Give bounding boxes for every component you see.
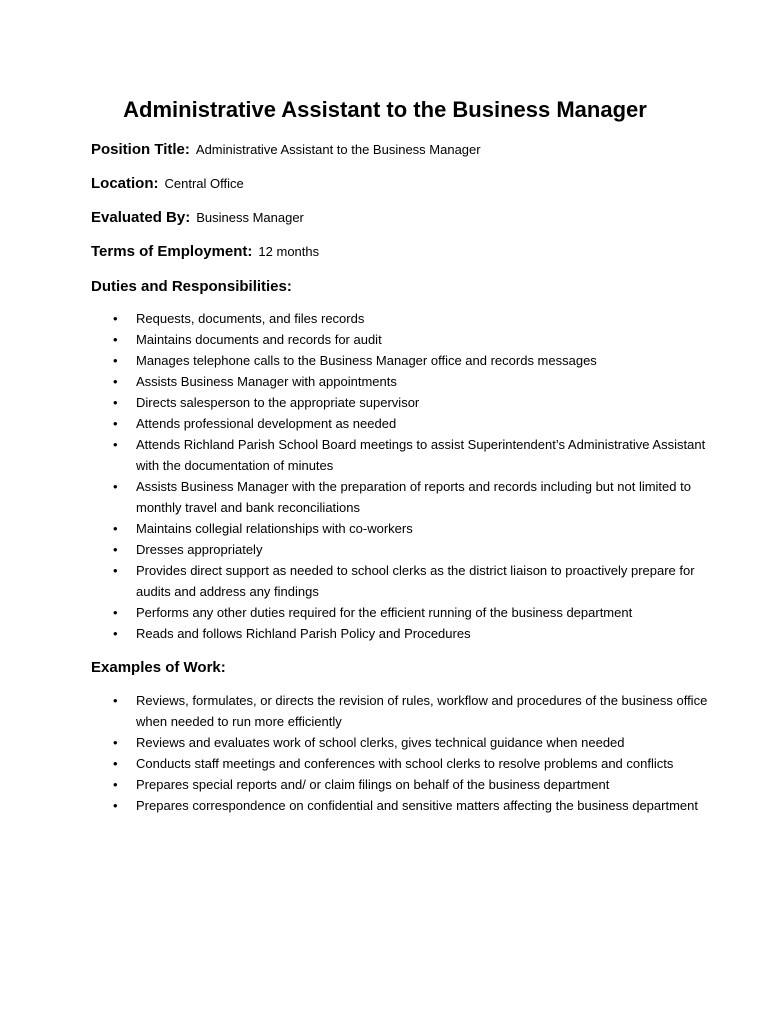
list-item <box>91 371 711 392</box>
list-item-text: Assists Business Manager with appointments <box>136 374 397 389</box>
list-item <box>91 753 711 774</box>
bullet-icon: • <box>113 756 118 771</box>
bullet-icon: • <box>113 332 118 347</box>
list-item <box>91 518 711 539</box>
list-item <box>91 392 711 413</box>
list-item <box>91 795 711 816</box>
list-item <box>91 329 711 350</box>
list-item-text: Conducts staff meetings and conferences with school clerks to resolve problems and conflicts <box>136 756 674 771</box>
bullet-icon: • <box>113 542 118 557</box>
list-item <box>91 690 711 732</box>
list-item-text: Attends professional development as needed <box>136 416 397 431</box>
examples-list <box>91 690 711 816</box>
bullet-icon: • <box>113 479 118 494</box>
list-item <box>91 774 711 795</box>
list-item-text: Reads and follows Richland Parish Policy and Procedures <box>136 626 471 641</box>
bullet-icon: • <box>113 798 118 813</box>
list-item-text: Prepares special reports and/ or claim filings on behalf of the business department <box>136 777 610 792</box>
list-item-text: Maintains documents and records for audit <box>136 332 382 347</box>
bullet-icon: • <box>113 311 118 326</box>
bullet-icon: • <box>113 374 118 389</box>
list-item-text: Maintains collegial relationships with co-workers <box>136 521 413 536</box>
bullet-icon: • <box>113 437 118 452</box>
list-item-text: Assists Business Manager with the preparation of reports and records including but not limited to monthly travel and bank reconciliations <box>136 479 691 515</box>
field-value: Central Office <box>164 176 244 191</box>
list-item <box>91 602 711 623</box>
bullet-icon: • <box>113 626 118 641</box>
list-item <box>91 623 711 644</box>
list-item <box>91 350 711 371</box>
bullet-icon: • <box>113 353 118 368</box>
field-label: Evaluated By: <box>91 209 191 226</box>
bullet-icon: • <box>113 605 118 620</box>
field-label: Location: <box>91 175 159 192</box>
list-item-text: Directs salesperson to the appropriate supervisor <box>136 395 420 410</box>
list-item-text: Prepares correspondence on confidential and sensitive matters affecting the business department <box>136 798 698 813</box>
field-value: Administrative Assistant to the Business Manager <box>195 142 481 157</box>
bullet-icon: • <box>113 563 118 578</box>
field-label: Terms of Employment: <box>91 243 253 260</box>
list-item-text: Performs any other duties required for the efficient running of the business department <box>136 605 633 620</box>
bullet-icon: • <box>113 521 118 536</box>
document-title: Administrative Assistant to the Business Manager <box>123 97 647 122</box>
bullet-icon: • <box>113 777 118 792</box>
list-item-text: Attends Richland Parish School Board meetings to assist Superintendent’s Administrative Assistant with the documentation of minutes <box>136 437 706 473</box>
list-item-text: Requests, documents, and files records <box>136 311 365 326</box>
list-item-text: Dresses appropriately <box>136 542 263 557</box>
field-value: 12 months <box>258 244 320 259</box>
list-item-text: Manages telephone calls to the Business Manager office and records messages <box>136 353 597 368</box>
list-item-text: Reviews and evaluates work of school clerks, gives technical guidance when needed <box>136 735 625 750</box>
list-item <box>91 434 711 476</box>
bullet-icon: • <box>113 395 118 410</box>
list-item <box>91 732 711 753</box>
list-item <box>91 413 711 434</box>
examples-heading: Examples of Work: <box>91 659 226 676</box>
terms-of-employment-field <box>91 242 319 262</box>
list-item <box>91 539 711 560</box>
location-field <box>91 174 244 194</box>
evaluated-by-field <box>91 208 304 228</box>
bullet-icon: • <box>113 693 118 708</box>
list-item <box>91 308 711 329</box>
bullet-icon: • <box>113 735 118 750</box>
field-label: Position Title: <box>91 141 190 158</box>
position-title-field <box>91 140 481 160</box>
field-value: Business Manager <box>196 210 304 225</box>
list-item <box>91 476 711 518</box>
duties-heading: Duties and Responsibilities: <box>91 278 292 295</box>
list-item-text: Provides direct support as needed to school clerks as the district liaison to proactively prepare for audits and address any findings <box>136 563 695 599</box>
list-item <box>91 560 711 602</box>
duties-list <box>91 308 711 644</box>
bullet-icon: • <box>113 416 118 431</box>
list-item-text: Reviews, formulates, or directs the revision of rules, workflow and procedures of the business office when needed to run more efficiently <box>136 693 708 729</box>
